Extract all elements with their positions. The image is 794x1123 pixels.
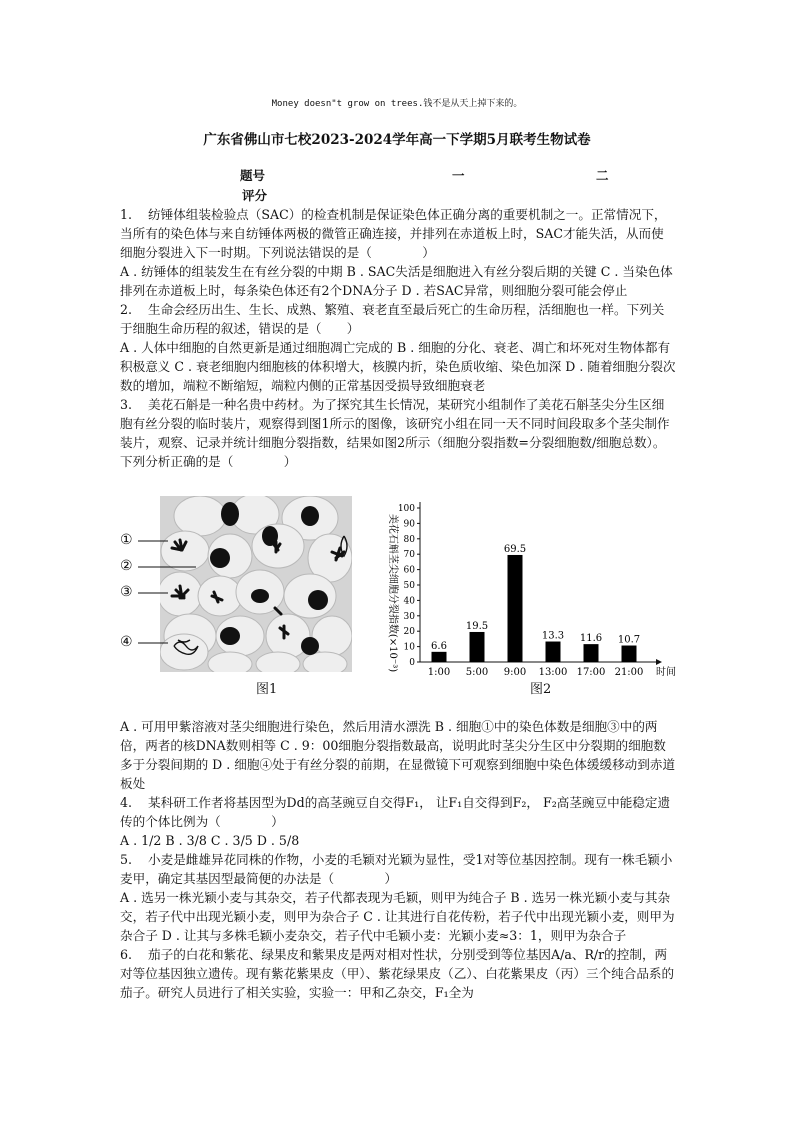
figure-1-pointer-lines bbox=[138, 496, 228, 672]
question-4: 4. 某科研工作者将基因型为Dd的高茎豌豆自交得F₁， 让F₁自交得到F₂， F₂高茎豌豆中能稳定遗传的个体比例为（ ） bbox=[120, 795, 671, 829]
question-3-stem: 美花石斛是一种名贵中药材。为了探究其生长情况，某研究小组制作了美花石斛茎尖分生区细胞有丝分裂的临时装片，观察得到图1所示的图像，该研究小组在同一天不同时间段取多个茎尖制作装片，观察、记录并统计细胞分裂指数，结果如图2所示（细胞分裂指数=分裂细胞数/细胞总数）。下列分析正确的是（ ） bbox=[120, 397, 670, 469]
y-tick-label: 80 bbox=[403, 534, 415, 545]
bar-value-label: 19.5 bbox=[465, 620, 489, 632]
x-tick-label: 13:00 bbox=[538, 667, 568, 678]
score-table-row-label: 评分 bbox=[242, 188, 268, 203]
question-2: 2. 生命会经历出生、生长、成熟、繁殖、衰老直至最后死亡的生命历程，活细胞也一样。下列关于细胞生命历程的叙述，错误的是（ ） bbox=[120, 302, 665, 336]
question-1-stem: 纺锤体组装检验点（SAC）的检查机制是保证染色体正确分离的重要机制之一。正常情况下，当所有的染色体与来自纺锤体两极的微管正确连接，并排列在赤道板上时，SAC才能失活，从而使细胞分裂进入下一时期。下列说法错误的是（ ） bbox=[120, 207, 667, 260]
bar bbox=[508, 555, 523, 662]
question-4-options: A . 1/2 B . 3/8 C . 3/5 D . 5/8 bbox=[120, 833, 300, 848]
bar bbox=[470, 632, 485, 662]
question-6: 6. 茄子的白花和紫花、绿果皮和紫果皮是两对相对性状，分别受到等位基因A/a、R/r的控制，两对等位基因独立遗传。现有紫花紫果皮（甲）、紫花绿果皮（乙）、白花紫果皮（丙）三个纯合品系的茄子。研究人员进行了相关实验，实验一：甲和乙杂交，F₁全为 bbox=[120, 947, 675, 1000]
x-tick-label: 21:00 bbox=[614, 667, 644, 678]
figure-2-caption: 图2 bbox=[530, 682, 552, 697]
y-tick-label: 20 bbox=[403, 627, 415, 638]
question-1-options: A . 纺锤体的组装发生在有丝分裂的中期 B . SAC失活是细胞进入有丝分裂后期的关键 C . 当染色体排列在赤道板上时，每条染色体还有2个DNA分子 D . 若SAC异常，则细胞分裂可能会停止 bbox=[120, 264, 673, 298]
bar-value-label: 11.6 bbox=[579, 633, 603, 645]
x-axis-label: 时间 bbox=[656, 667, 676, 678]
bar bbox=[622, 646, 637, 662]
y-tick-label: 50 bbox=[403, 581, 415, 591]
x-tick-label: 17:00 bbox=[576, 667, 606, 678]
bar bbox=[584, 644, 599, 662]
figure-1-label-3: ③ bbox=[120, 584, 133, 600]
figure-2-bar-chart bbox=[380, 496, 680, 686]
x-axis-arrow bbox=[656, 659, 662, 665]
questions-block-1 bbox=[120, 205, 676, 471]
question-5: 5. 小麦是雌雄异花同株的作物，小麦的毛颖对光颖为显性，受1对等位基因控制。现有一株毛颖小麦甲，确定其基因型最简便的办法是（ ） bbox=[120, 852, 673, 886]
question-3: 3. 美花石斛是一种名贵中药材。为了探究其生长情况，某研究小组制作了美花石斛茎尖分生区细胞有丝分裂的临时装片，观察得到图1所示的图像，该研究小组在同一天不同时间段取多个茎尖制作装片，观察、记录并统计细胞分裂指数，结果如图2所示（细胞分裂指数=分裂细胞数/细胞总数）。下列分析正确的是（ ） bbox=[120, 397, 670, 469]
figure-1-label-1: ① bbox=[120, 532, 133, 548]
question-2-stem: 生命会经历出生、生长、成熟、繁殖、衰老直至最后死亡的生命历程，活细胞也一样。下列关于细胞生命历程的叙述，错误的是（ ） bbox=[120, 302, 665, 336]
y-tick-label: 60 bbox=[403, 565, 415, 576]
page-motto: Money doesn"t grow on trees.钱不是从天上掉下来的。 bbox=[271, 99, 523, 109]
x-tick-label: 5:00 bbox=[465, 667, 489, 678]
x-tick-label: 1:00 bbox=[427, 667, 451, 678]
bar-value-label: 10.7 bbox=[617, 634, 641, 646]
questions-block-2 bbox=[120, 717, 676, 1002]
y-tick-label: 90 bbox=[403, 519, 415, 530]
y-tick-label: 70 bbox=[403, 550, 415, 561]
y-tick-label: 100 bbox=[397, 504, 415, 514]
bar-value-label: 13.3 bbox=[541, 630, 565, 642]
y-tick-label: 10 bbox=[403, 642, 415, 653]
question-3-options: A . 可用甲紫溶液对茎尖细胞进行染色，然后用清水漂洗 B . 细胞①中的染色体数是细胞③中的两倍，两者的核DNA数则相等 C . 9：00细胞分裂指数最高，说明此时茎尖分生区中分裂期的细胞数多于分裂间期的 D . 细胞④处于有丝分裂的前期，在显微镜下可观察到细胞中染色体缓缓移动到赤道板处 bbox=[120, 719, 676, 791]
score-table-header-label: 题号 bbox=[240, 168, 266, 183]
y-axis-label: 美花石斛茎尖细胞分裂指数(×10⁻³) bbox=[387, 513, 398, 673]
question-1: 1. 纺锤体组装检验点（SAC）的检查机制是保证染色体正确分离的重要机制之一。正常情况下，当所有的染色体与来自纺锤体两极的微管正确连接，并排列在赤道板上时，SAC才能失活，从而使细胞分裂进入下一时期。下列说法错误的是（ ） bbox=[120, 207, 667, 260]
bar bbox=[546, 642, 561, 662]
figure-1-label-2: ② bbox=[120, 558, 133, 574]
figure-1-label-4: ④ bbox=[120, 634, 133, 650]
question-6-stem: 茄子的白花和紫花、绿果皮和紫果皮是两对相对性状，分别受到等位基因A/a、R/r的控制，两对等位基因独立遗传。现有紫花紫果皮（甲）、紫花绿果皮（乙）、白花紫果皮（丙）三个纯合品系的茄子。研究人员进行了相关实验，实验一：甲和乙杂交，F₁全为 bbox=[120, 947, 675, 1000]
score-table-col-1: 一 bbox=[452, 168, 465, 183]
question-5-options: A . 选另一株光颖小麦与其杂交，若子代都表现为毛颖，则甲为纯合子 B . 选另一株光颖小麦与其杂交，若子代中出现光颖小麦，则甲为杂合子 C . 让其进行自花传粉，若子代中出现光颖小麦，则甲为杂合子 D . 让其与多株毛颖小麦杂交，若子代中毛颖小麦：光颖小麦≈3：1，则甲为杂合子 bbox=[120, 890, 675, 943]
question-4-stem: 某科研工作者将基因型为Dd的高茎豌豆自交得F₁， 让F₁自交得到F₂， F₂高茎豌豆中能稳定遗传的个体比例为（ ） bbox=[120, 795, 671, 829]
figure-1-caption: 图1 bbox=[256, 682, 278, 697]
y-tick-label: 40 bbox=[403, 596, 415, 607]
bar-value-label: 69.5 bbox=[503, 543, 527, 555]
x-tick-label: 9:00 bbox=[503, 667, 527, 678]
question-2-options: A . 人体中细胞的自然更新是通过细胞凋亡完成的 B . 细胞的分化、衰老、凋亡和坏死对生物体都有积极意义 C . 衰老细胞内细胞核的体积增大，核膜内折，染色质收缩、染色加深 D . 随着细胞分裂次数的增加，端粒不断缩短，端粒内侧的正常基因受损导致细胞衰老 bbox=[120, 340, 676, 393]
y-tick-label: 0 bbox=[409, 658, 415, 668]
question-3-figures bbox=[120, 496, 680, 700]
bar-value-label: 6.6 bbox=[431, 640, 447, 652]
paper-title: 广东省佛山市七校2023-2024学年高一下学期5月联考生物试卷 bbox=[203, 132, 591, 148]
score-table-col-2: 二 bbox=[596, 168, 609, 183]
y-tick-label: 30 bbox=[403, 611, 415, 622]
bar bbox=[432, 652, 447, 662]
question-5-stem: 小麦是雌雄异花同株的作物，小麦的毛颖对光颖为显性，受1对等位基因控制。现有一株毛颖小麦甲，确定其基因型最简便的办法是（ ） bbox=[120, 852, 673, 886]
